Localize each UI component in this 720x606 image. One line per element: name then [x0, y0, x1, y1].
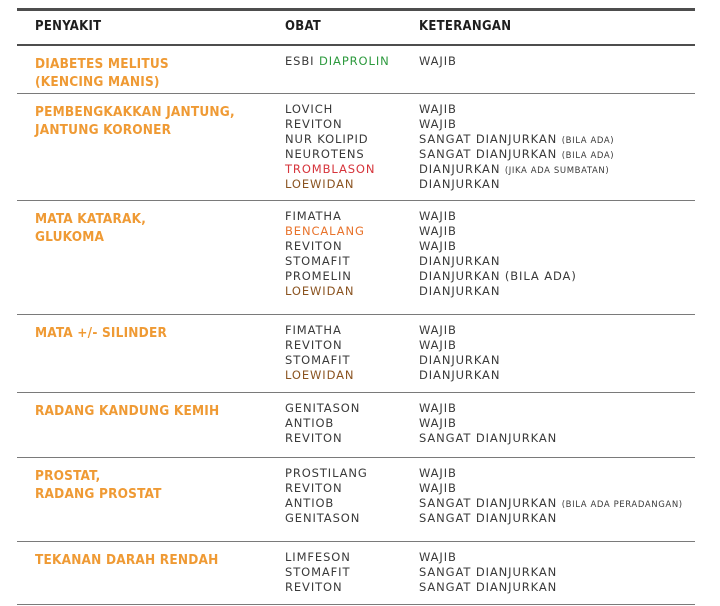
drug-name — [285, 284, 354, 299]
drug-name — [285, 580, 343, 595]
note-text — [419, 209, 457, 224]
drug-label: TROMBLASON — [285, 162, 376, 176]
disease-name — [35, 210, 295, 246]
note-text — [419, 239, 457, 254]
note-condition: (BILA ADA PERADANGAN) — [561, 500, 683, 510]
drug-label: LOEWIDAN — [285, 177, 355, 191]
disease-name — [35, 467, 295, 503]
drug-name — [285, 209, 342, 224]
disease-line: (KENCING MANIS) — [35, 74, 160, 90]
drug-name — [285, 511, 360, 526]
note-text — [419, 550, 457, 565]
note-main: WAJIB — [419, 239, 457, 253]
note-main: DIANJURKAN — [419, 368, 501, 382]
note-main: WAJIB — [419, 224, 457, 238]
note-condition: (BILA ADA) — [561, 151, 615, 161]
drug-prefix: ESBI — [285, 54, 320, 68]
disease-line: MATA KATARAK, — [35, 211, 147, 227]
note-text — [419, 466, 457, 481]
note-main: WAJIB — [419, 54, 457, 68]
note-main: WAJIB — [419, 401, 457, 415]
disease-line: DIABETES MELITUS — [35, 56, 169, 72]
note-main: DIANJURKAN (BILA ADA) — [419, 269, 577, 283]
drug-label: STOMAFIT — [285, 353, 351, 367]
drug-name — [285, 323, 342, 338]
table-row — [17, 393, 695, 458]
note-text — [419, 431, 557, 446]
drug-name — [285, 431, 343, 446]
note-text — [419, 580, 557, 595]
disease-name — [35, 55, 295, 91]
note-main: SANGAT DIANJURKAN — [419, 132, 558, 146]
disease-line: RADANG PROSTAT — [35, 486, 162, 502]
table-header — [17, 11, 695, 46]
disease-line: RADANG KANDUNG KEMIH — [35, 403, 220, 419]
drug-label: REVITON — [285, 481, 343, 495]
note-text — [419, 511, 557, 526]
disease-name — [35, 551, 295, 569]
table-row — [17, 46, 695, 94]
drug-name — [285, 466, 368, 481]
drug-name — [285, 132, 369, 147]
table-row — [17, 315, 695, 393]
drug-name — [285, 162, 375, 177]
note-main: SANGAT DIANJURKAN — [419, 496, 558, 510]
note-text — [419, 177, 500, 192]
drug-label: STOMAFIT — [285, 565, 351, 579]
note-text — [419, 269, 577, 284]
drug-name — [285, 177, 354, 192]
drug-name — [285, 147, 365, 162]
note-main: WAJIB — [419, 209, 457, 223]
header-penyakit: PENYAKIT — [35, 19, 102, 34]
drug-name — [285, 565, 350, 580]
drug-name — [285, 254, 350, 269]
note-main: DIANJURKAN — [419, 254, 501, 268]
note-main: SANGAT DIANJURKAN — [419, 147, 558, 161]
table-row — [17, 458, 695, 542]
note-text — [419, 254, 500, 269]
disease-name — [35, 324, 295, 342]
drug-name — [285, 416, 334, 431]
header-keterangan: KETERANGAN — [419, 19, 512, 34]
drug-label: REVITON — [285, 338, 343, 352]
drug-name — [285, 224, 365, 239]
drug-label: LIMFESON — [285, 550, 351, 564]
drug-name — [285, 239, 343, 254]
note-condition: (BILA ADA) — [561, 136, 615, 146]
note-main: WAJIB — [419, 102, 457, 116]
note-text — [419, 338, 457, 353]
drug-name — [285, 353, 350, 368]
disease-line: TEKANAN DARAH RENDAH — [35, 552, 219, 568]
note-main: DIANJURKAN — [419, 284, 501, 298]
disease-line: JANTUNG KORONER — [35, 122, 172, 138]
note-main: SANGAT DIANJURKAN — [419, 580, 558, 594]
drug-label: PROMELIN — [285, 269, 352, 283]
note-main: SANGAT DIANJURKAN — [419, 511, 558, 525]
drug-label: BENCALANG — [285, 224, 365, 238]
note-main: SANGAT DIANJURKAN — [419, 431, 558, 445]
disease-line: PEMBENGKAKKAN JANTUNG, — [35, 104, 235, 120]
drug-label: PROSTILANG — [285, 466, 368, 480]
note-text — [419, 481, 457, 496]
note-main: WAJIB — [419, 481, 457, 495]
note-text — [419, 368, 500, 383]
drug-label: ANTIOB — [285, 496, 335, 510]
drug-label: ANTIOB — [285, 416, 335, 430]
note-text — [419, 117, 457, 132]
note-main: WAJIB — [419, 338, 457, 352]
drug-name — [285, 550, 351, 565]
drug-label: FIMATHA — [285, 209, 342, 223]
note-main: WAJIB — [419, 117, 457, 131]
drug-name — [285, 496, 334, 511]
note-text — [419, 102, 457, 117]
note-main: DIANJURKAN — [419, 353, 501, 367]
drug-label: LOEWIDAN — [285, 284, 355, 298]
note-main: WAJIB — [419, 323, 457, 337]
note-main: SANGAT DIANJURKAN — [419, 565, 558, 579]
table-row — [17, 94, 695, 201]
table-row — [17, 542, 695, 605]
drug-label: DIAPROLIN — [319, 54, 390, 68]
disease-name — [35, 103, 295, 139]
note-main: WAJIB — [419, 416, 457, 430]
drug-label: REVITON — [285, 431, 343, 445]
note-text — [419, 416, 457, 431]
disease-line: PROSTAT, — [35, 468, 101, 484]
drug-label: FIMATHA — [285, 323, 342, 337]
disease-line: GLUKOMA — [35, 229, 105, 245]
note-text — [419, 323, 457, 338]
drug-label: REVITON — [285, 580, 343, 594]
note-text — [419, 284, 500, 299]
drug-name — [285, 269, 352, 284]
drug-name — [285, 102, 333, 117]
note-text — [419, 353, 500, 368]
note-text — [419, 54, 457, 69]
disease-name — [35, 402, 295, 420]
note-main: WAJIB — [419, 550, 457, 564]
note-text — [419, 224, 457, 239]
note-text — [419, 565, 557, 580]
table-row — [17, 201, 695, 315]
drug-label: GENITASON — [285, 401, 361, 415]
drug-label: NEUROTENS — [285, 147, 365, 161]
note-condition: (JIKA ADA SUMBATAN) — [504, 166, 610, 176]
note-main: DIANJURKAN — [419, 177, 501, 191]
drug-name — [285, 481, 343, 496]
drug-label: LOVICH — [285, 102, 334, 116]
drug-label: LOEWIDAN — [285, 368, 355, 382]
note-main: WAJIB — [419, 466, 457, 480]
disease-line: MATA +/- SILINDER — [35, 325, 168, 341]
drug-name — [285, 338, 343, 353]
drug-name — [285, 401, 360, 416]
header-obat: OBAT — [285, 19, 322, 34]
drug-label: GENITASON — [285, 511, 361, 525]
drug-name — [285, 368, 354, 383]
drug-label: REVITON — [285, 117, 343, 131]
drug-label: STOMAFIT — [285, 254, 351, 268]
drug-label: REVITON — [285, 239, 343, 253]
drug-name — [285, 54, 390, 69]
note-main: DIANJURKAN — [419, 162, 501, 176]
note-text — [419, 401, 457, 416]
drug-name — [285, 117, 343, 132]
drug-label: NUR KOLIPID — [285, 132, 369, 146]
